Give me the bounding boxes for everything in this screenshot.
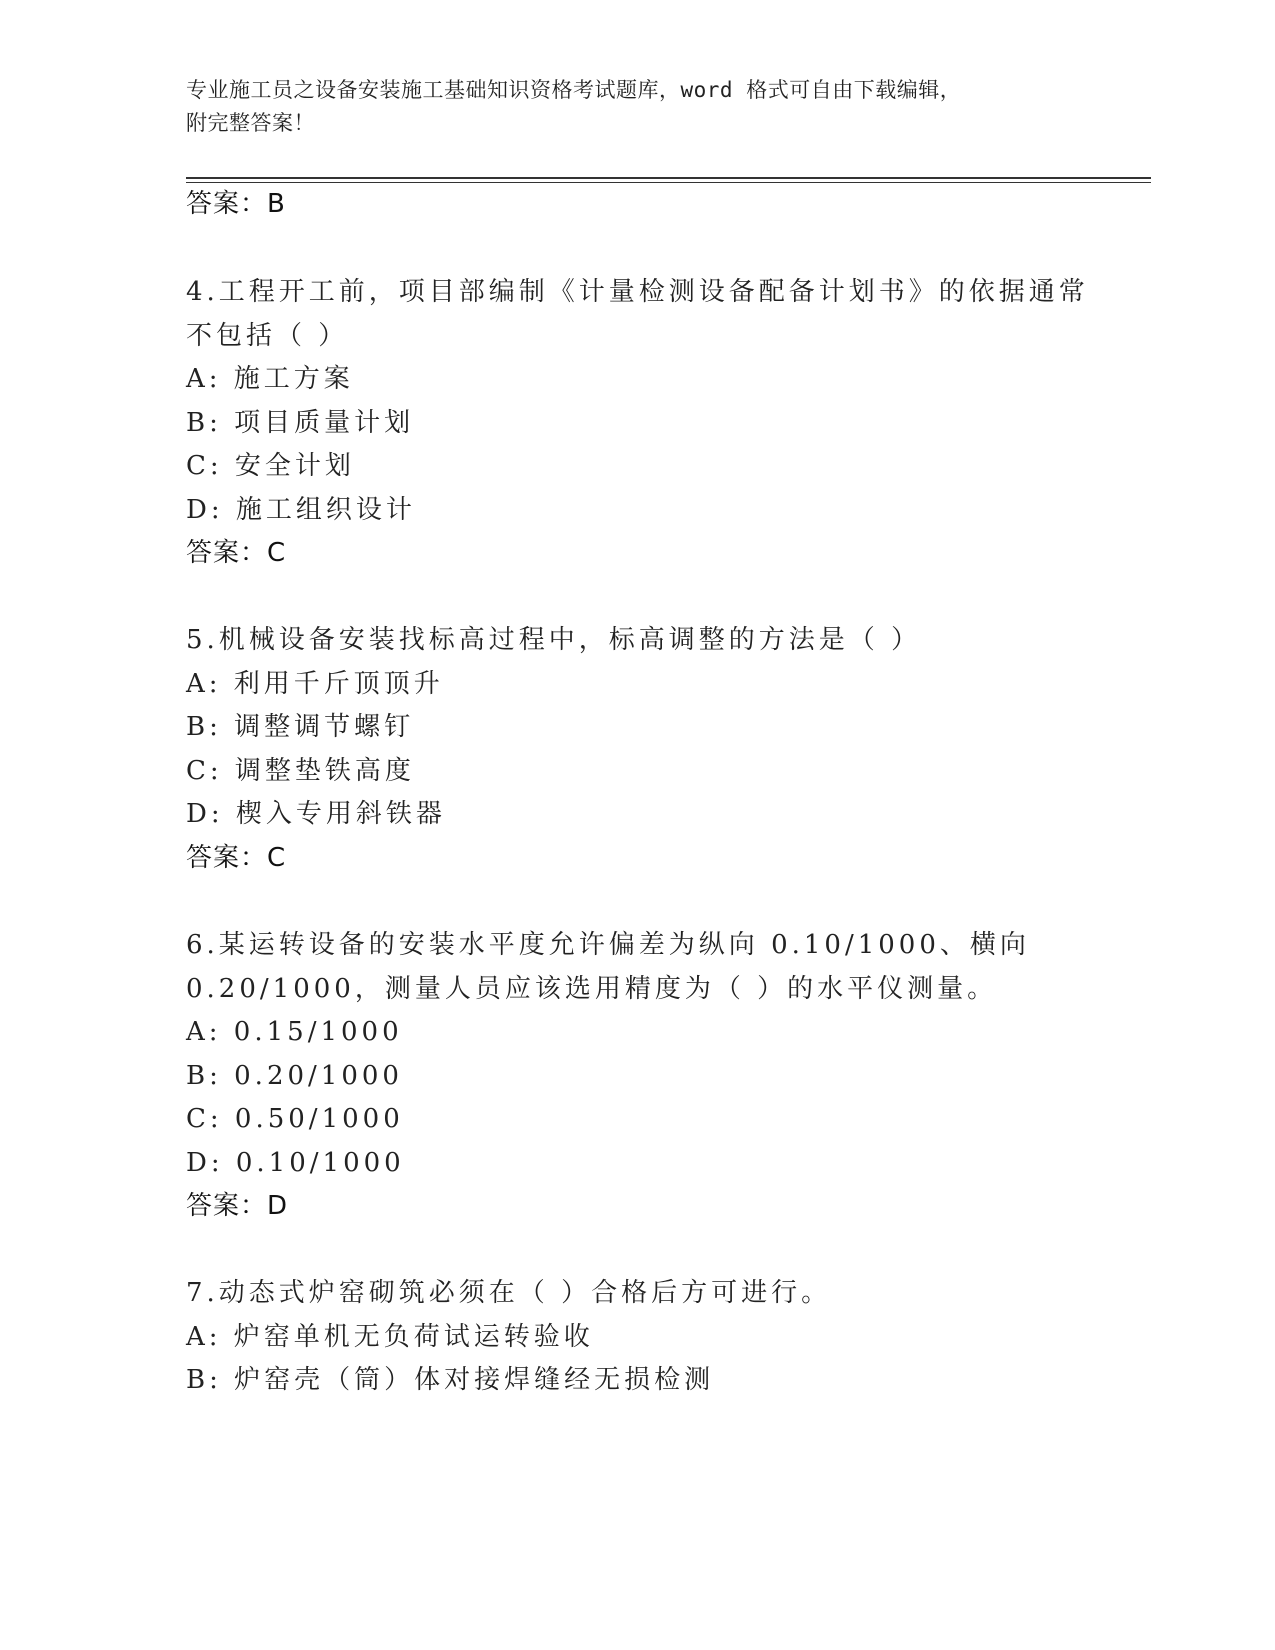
header-line-2: 附完整答案！ bbox=[186, 111, 315, 135]
question-5-stem-line-1: 5.机械设备安装找标高过程中，标高调整的方法是（ ） bbox=[186, 625, 922, 655]
question-4-stem-line-2: 不包括（ ） bbox=[186, 321, 349, 351]
header-divider-thick bbox=[186, 177, 1151, 179]
header-divider-thin bbox=[186, 182, 1151, 183]
answer-q3: 答案：B bbox=[186, 189, 286, 219]
header-line-1: 专业施工员之设备安装施工基础知识资格考试题库，word 格式可自由下载编辑， bbox=[186, 78, 962, 102]
question-6-option-d: D: 0.10/1000 bbox=[186, 1148, 405, 1178]
question-5-answer: 答案：C bbox=[186, 843, 287, 873]
question-6-stem-line-1: 6.某运转设备的安装水平度允许偏差为纵向 0.10/1000、横向 bbox=[186, 930, 1030, 960]
question-6-option-c: C: 0.50/1000 bbox=[186, 1104, 404, 1134]
document-header bbox=[186, 74, 1066, 140]
question-4-option-d: D: 施工组织设计 bbox=[186, 495, 416, 525]
question-5-option-c: C: 调整垫铁高度 bbox=[186, 756, 415, 786]
question-6-option-a: A: 0.15/1000 bbox=[186, 1017, 403, 1047]
question-7-option-a: A: 炉窑单机无负荷试运转验收 bbox=[186, 1322, 594, 1352]
question-5-option-d: D: 楔入专用斜铁器 bbox=[186, 799, 446, 829]
question-6-answer: 答案：D bbox=[186, 1191, 289, 1221]
question-4-option-b: B: 项目质量计划 bbox=[186, 408, 415, 438]
question-5-option-a: A: 利用千斤顶顶升 bbox=[186, 669, 444, 699]
question-4-option-c: C: 安全计划 bbox=[186, 451, 355, 481]
question-5-option-b: B: 调整调节螺钉 bbox=[186, 712, 415, 742]
question-6-option-b: B: 0.20/1000 bbox=[186, 1061, 403, 1091]
question-4-answer: 答案：C bbox=[186, 538, 287, 568]
question-4-option-a: A: 施工方案 bbox=[186, 364, 354, 394]
question-7-stem-line-1: 7.动态式炉窑砌筑必须在（ ）合格后方可进行。 bbox=[186, 1278, 832, 1308]
question-4-stem-line-1: 4.工程开工前，项目部编制《计量检测设备配备计划书》的依据通常 bbox=[186, 277, 1089, 307]
question-6-stem-line-2: 0.20/1000，测量人员应该选用精度为（ ）的水平仪测量。 bbox=[186, 974, 998, 1004]
question-7-option-b: B: 炉窑壳（筒）体对接焊缝经无损检测 bbox=[186, 1365, 715, 1395]
